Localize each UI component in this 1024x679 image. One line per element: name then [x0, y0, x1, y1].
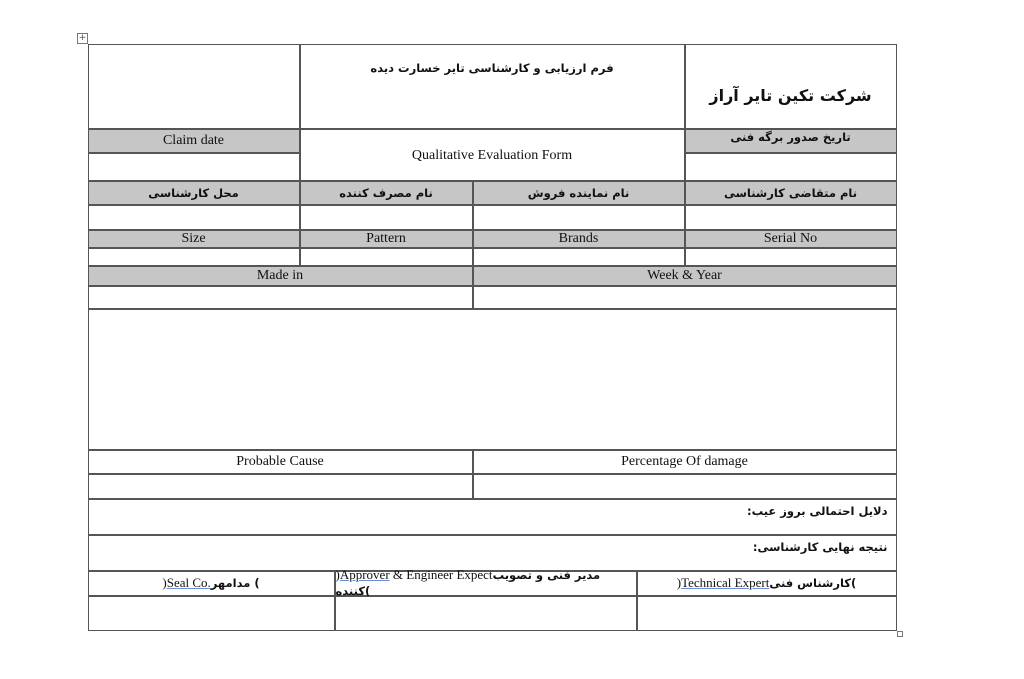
paren: ) — [162, 575, 167, 590]
approver-fa: مدیر فنی و تصویب کننده( — [335, 568, 601, 598]
table-resize-handle[interactable] — [897, 631, 903, 637]
brands-label: Brands — [473, 230, 685, 248]
approver-en: Approver — [339, 567, 390, 582]
sales-rep-label: نام نماینده فروش — [473, 181, 685, 205]
approver-signature-field[interactable] — [335, 596, 637, 631]
table-move-handle[interactable]: + — [78, 33, 87, 43]
probable-cause-field[interactable] — [88, 474, 473, 499]
expert-label — [637, 571, 897, 596]
claim-date-field[interactable] — [88, 153, 300, 181]
paren: ) — [335, 567, 340, 582]
issue-date-label: تاریخ صدور برگه فنی — [685, 129, 897, 153]
serial-field[interactable] — [685, 248, 897, 266]
size-field[interactable] — [88, 248, 300, 266]
inspection-location-field[interactable] — [88, 205, 300, 230]
seal-field[interactable] — [88, 596, 335, 631]
applicant-name-field[interactable] — [685, 205, 897, 230]
consumer-name-label: نام مصرف کننده — [300, 181, 473, 205]
week-year-field[interactable] — [473, 286, 897, 309]
seal-label — [88, 571, 335, 596]
seal-fa: مدامهر ( — [210, 576, 260, 590]
approver-label — [335, 567, 637, 598]
expert-signature-field[interactable] — [637, 596, 897, 631]
final-result-field[interactable]: نتیجه نهایی کارشناسی: — [88, 535, 897, 571]
consumer-name-field[interactable] — [300, 205, 473, 230]
form-subtitle: Qualitative Evaluation Form — [300, 129, 685, 181]
form-title: فرم ارزیابی و کارشناسی تایر خسارت دیده — [300, 44, 685, 129]
pattern-field[interactable] — [300, 248, 473, 266]
defect-causes-field[interactable]: دلایل احتمالی بروز عیب: — [88, 499, 897, 535]
company-name: شرکت تکین تایر آراز — [685, 44, 897, 129]
expert-en: Technical Expert — [681, 575, 770, 590]
pattern-label: Pattern — [300, 230, 473, 248]
sales-rep-field[interactable] — [473, 205, 685, 230]
engineer-en: & Engineer Expect — [389, 567, 493, 582]
damage-percentage-field[interactable] — [473, 474, 897, 499]
made-in-field[interactable] — [88, 286, 473, 309]
probable-cause-label: Probable Cause — [88, 450, 473, 474]
made-in-label: Made in — [88, 266, 473, 286]
serial-label: Serial No — [685, 230, 897, 248]
week-year-label: Week & Year — [473, 266, 897, 286]
brands-field[interactable] — [473, 248, 685, 266]
logo-cell — [88, 44, 300, 129]
image-area[interactable] — [88, 309, 897, 450]
seal-en: Seal Co. — [166, 575, 211, 590]
inspection-location-label: محل کارشناسی — [88, 181, 300, 205]
damage-percentage-label: Percentage Of damage — [473, 450, 897, 474]
claim-date-label: Claim date — [88, 129, 300, 153]
size-label: Size — [88, 230, 300, 248]
applicant-name-label: نام متقاضی کارشناسی — [685, 181, 897, 205]
expert-fa: کارشناس فنی( — [769, 576, 857, 590]
paren: ) — [676, 575, 682, 590]
issue-date-field[interactable] — [685, 153, 897, 181]
